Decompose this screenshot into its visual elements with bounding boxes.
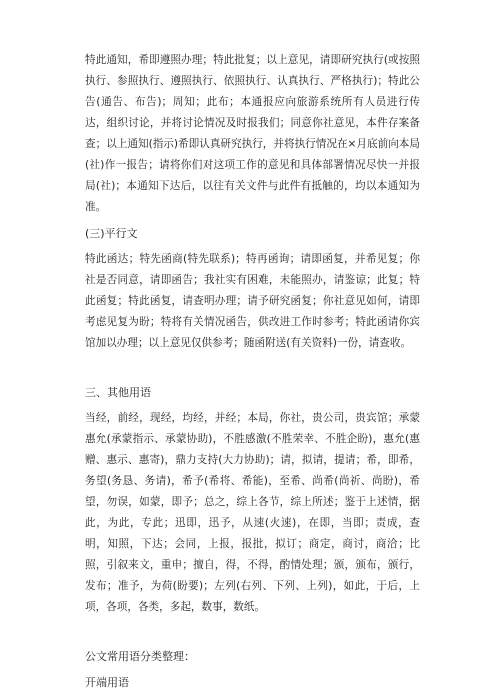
section-heading-parallel: (三)平行文 <box>85 227 138 240</box>
section-heading-other-phrases: 三、其他用语 <box>85 386 151 399</box>
paragraph-closing-phrases-parallel: 特此函达；特先函商(特先联系)；特再函询；请即函复，并希见复；你社是否同意，请即函告；我社实有困难，未能照办，请鉴谅；此复；特此函复；特此函复，请查明办理；请予研究函复；你社意见如何，请即考虑见复为盼；特将有关情况函告，供改进工作时参考；特此函请你宾馆加以办理；以上意见仅供参考；随函附送(有关资料)一份，请查收。 <box>85 253 420 349</box>
spacer <box>85 354 420 382</box>
paragraph-other-phrases: 当经，前经，现经，均经，并经；本局，你社，贵公司，贵宾馆；承蒙惠允(承蒙指示、承蒙协助)，不胜感激(不胜荣幸、不胜企盼)，惠允(惠赠、惠示、惠寄)，鼎力支持(大力协助)；请，拟请，提请；希，即希，务望(务恳、务请)，希予(希将、希能)，至希、尚希(尚祈、尚盼)，希望，勿误，如蒙，即予；总之，综上各节，综上所述；鉴于上述情，据此，为此，专此；迅即，迅予，从速(火速)，在即，当即；责成，查明，知照，下达；会同，上报，报批，拟订；商定，商讨，商洽；比照，引叙来文，重申；擅自，得，不得，酌情处理；颁，颁布，颁行，发布；准予，为荷(盼要)；左列(右列、下列、上列)，如此，于后，上项，各项，各类，多起，数事，数纸。 <box>85 412 420 613</box>
spacer <box>85 618 420 646</box>
section-heading-classification: 公文常用语分类整理： <box>85 650 195 663</box>
section-heading-opening-phrases: 开端用语 <box>85 676 129 689</box>
paragraph-closing-phrases-downward: 特此通知，希即遵照办理；特此批复；以上意见，请即研究执行(或按照执行、参照执行、遵照执行、依照执行、认真执行、严格执行)；特此公告(通告、布告)；周知；此布；本通报应向旅游系统所有人员进行传达，组织讨论，并将讨论情况及时报我们；同意你社意见，本件存案备查；以上通知(指示)希即认真研究执行，并将执行情况在×月底前向本局(社)作一报告；请将你们对这项工作的意见和具体部署情况尽快一并报局(社)；本通知下达后，以往有关文件与此件有抵触的，均以本通知为准。 <box>85 54 420 213</box>
